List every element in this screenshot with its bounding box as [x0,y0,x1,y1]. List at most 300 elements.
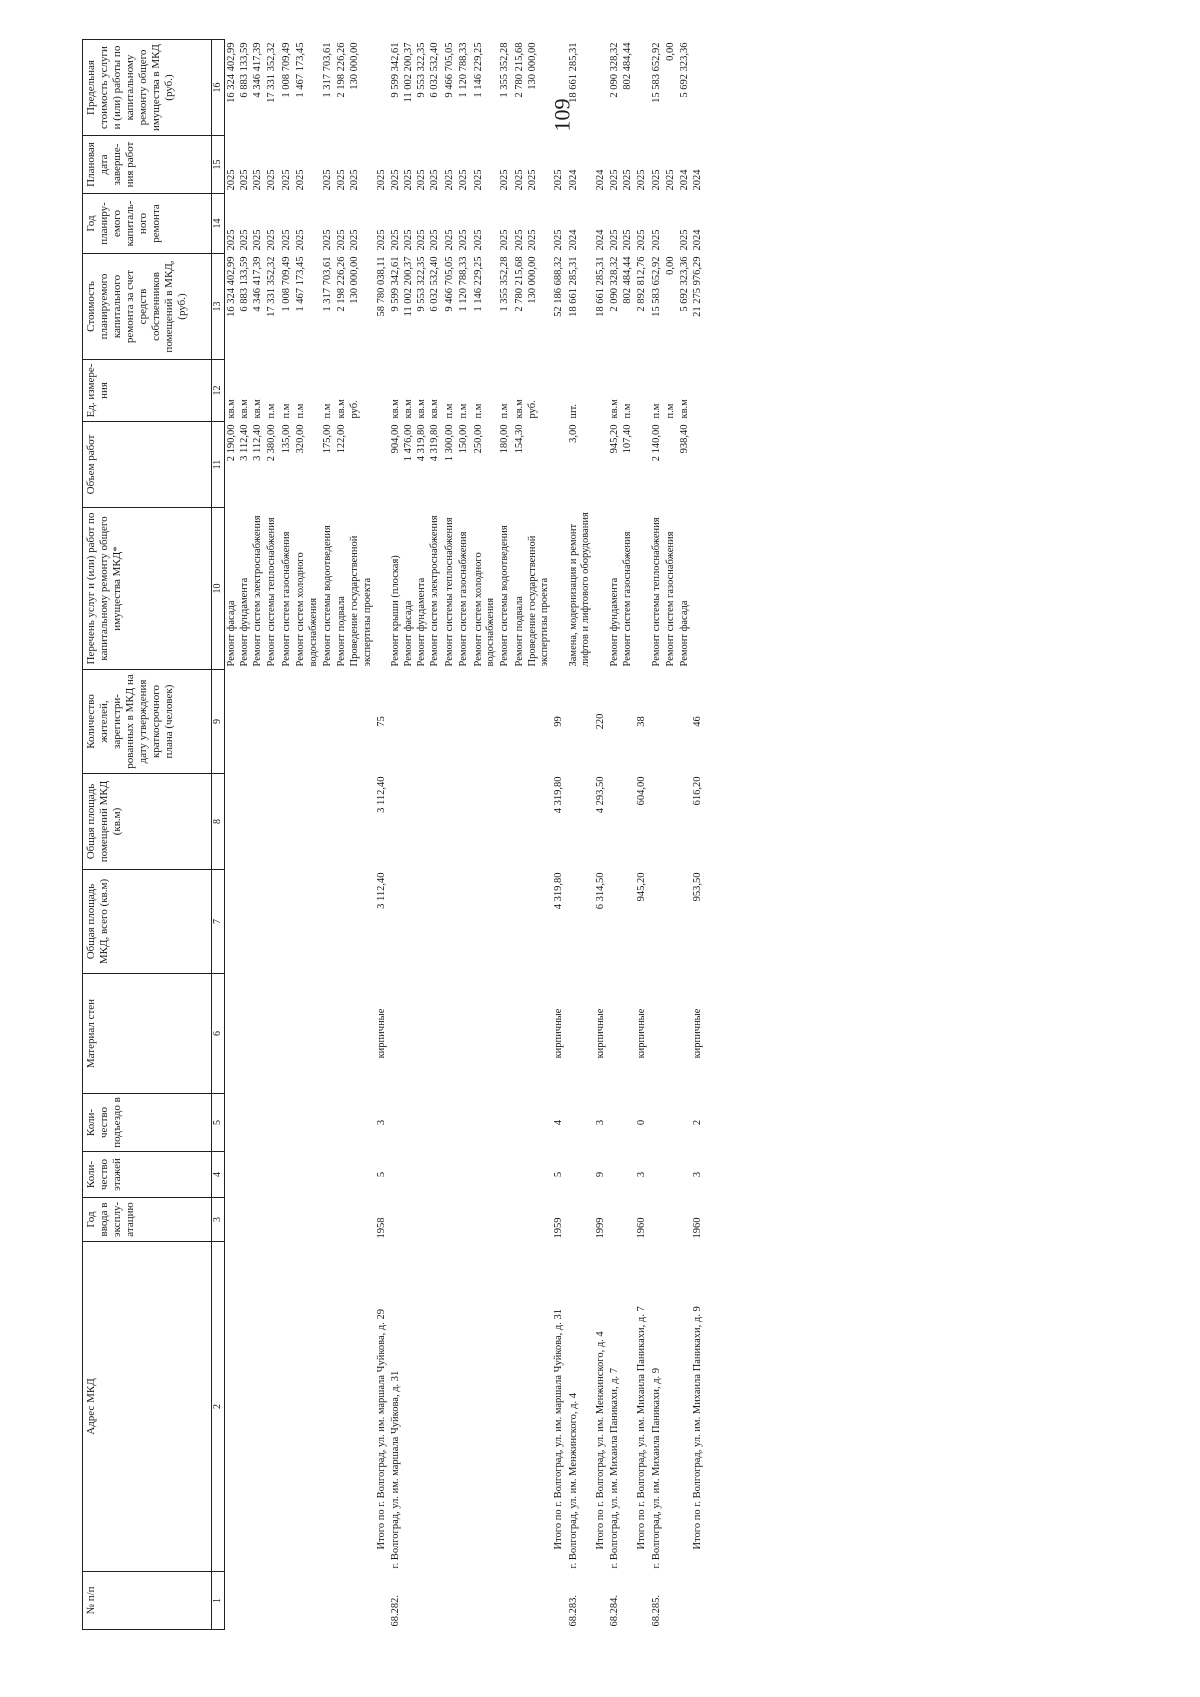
row-number: 68.285. [650,1595,662,1627]
work-cost: 2 780 215,68 [513,256,525,312]
table-row [225,40,239,1630]
column-number: 6 [212,974,225,1094]
total-row [594,40,608,1630]
limit-cost: 1 355 352,28 [499,42,511,98]
work-name: Ремонт систем электроснабжения [429,515,441,667]
table-row [402,40,415,1630]
work-volume: 904,00 [390,424,402,454]
entrances: 3 [594,1119,606,1126]
work-unit: руб. [526,400,538,419]
column-number: 8 [212,774,225,870]
end-year: 2024 [679,169,691,191]
area-total: 3 112,40 [376,872,387,909]
end-year: 2025 [321,169,333,191]
header-cell: Объем работ [83,422,212,508]
work-name: Ремонт фасада [679,600,691,667]
work-cost: 6 883 133,59 [239,256,250,312]
work-cost: 2 198 226,26 [336,256,348,312]
repair-year: 2024 [567,229,579,251]
table-row [472,40,499,1630]
repair-year: 2025 [336,229,348,251]
work-unit: п.м [499,403,511,419]
work-unit: кв.м [239,399,250,419]
limit-cost: 1 467 173,45 [295,42,307,98]
table-row [265,40,279,1630]
limit-cost: 2 780 215,68 [513,42,525,98]
limit-cost: 130 000,00 [349,42,361,90]
repair-year: 2025 [621,229,633,251]
header-cell: Общая площадь МКД, всего (кв.м) [83,870,212,974]
area-total: 953,50 [692,872,704,902]
limit-cost: 5 692 323,36 [679,42,691,98]
limit-cost: 1 120 788,33 [458,42,470,98]
header-row [83,40,212,1630]
table-row [251,40,265,1630]
work-name: Ремонт системы водоотведения [321,525,333,667]
column-number: 5 [212,1094,225,1152]
work-unit: кв.м [390,399,402,419]
header-cell: Коли-чество подъездо в [83,1094,212,1152]
end-year: 2025 [349,169,361,191]
work-name: Ремонт фундамента [416,577,428,667]
header-cell: Плановая дата заверше-ния работ [83,136,212,194]
work-name: Ремонт систем газоснабжения [280,531,292,667]
end-year: 2025 [636,169,648,191]
total-row [635,40,649,1630]
header-cell: Год планиру-емого капиталь-ного ремонта [83,194,212,254]
total-cost: 52 186 688,32 [553,256,565,317]
limit-cost: 9 553 322,35 [416,42,428,98]
area-rooms: 3 112,40 [376,776,387,813]
work-name: Ремонт фундамента [608,577,620,667]
header-cell: Год ввода в эксплу-атацию [83,1198,212,1242]
work-cost: 1 120 788,33 [458,256,470,312]
work-cost: 1 146 229,25 [472,256,484,312]
total-cost: 18 661 285,31 [594,256,606,317]
repair-year: 2025 [252,229,263,251]
floors: 3 [636,1171,648,1178]
total-cost: 2 892 812,76 [636,256,648,312]
work-unit: п.м [472,403,484,419]
limit-cost: 9 599 342,61 [390,42,402,98]
work-cost: 9 553 322,35 [416,256,428,312]
column-number: 4 [212,1152,225,1198]
total-row [691,40,705,1630]
area-rooms: 616,20 [692,776,704,806]
work-name: Ремонт системы теплоснабжения [650,517,662,667]
residents: 46 [692,716,704,727]
house-address: г. Волгоград, ул. им. Михаила Паникахи, д. 7 [608,1367,620,1569]
work-unit: п.м [621,403,633,419]
work-name: Ремонт фасада [403,600,415,667]
end-year: 2025 [650,169,662,191]
total-row [552,40,566,1630]
work-unit: кв.м [226,399,237,419]
end-year: 2025 [266,169,278,191]
end-year: 2025 [665,169,676,191]
floors: 5 [553,1171,565,1178]
year-built: 1960 [692,1217,704,1239]
table-row [526,40,553,1630]
work-cost: 11 002 200,37 [403,256,415,317]
floors: 3 [692,1171,704,1178]
repair-year: 2025 [608,229,620,251]
end-year: 2024 [692,169,704,191]
work-cost: 15 583 652,92 [650,256,662,317]
work-name: Ремонт подвала [513,596,525,667]
residents: 75 [376,716,387,727]
work-cost: 9 466 705,05 [443,256,455,312]
work-unit: п.м [665,403,676,419]
limit-cost: 6 883 133,59 [239,42,250,98]
floors: 5 [376,1171,387,1178]
header-cell: Материал стен [83,974,212,1094]
limit-cost: 6 032 532,40 [429,42,441,98]
work-unit: п.м [266,403,278,419]
work-name: Ремонт крыши (плоская) [390,555,402,667]
work-cost: 17 331 352,32 [266,256,278,317]
work-name: Ремонт систем электроснабжения [252,515,263,667]
end-year: 2025 [472,169,484,191]
header-cell: Общая площадь помещений МКД (кв.м) [83,774,212,870]
area-rooms: 604,00 [636,776,648,806]
work-volume: 320,00 [295,424,307,454]
work-name: Проведение государственной экспертизы проекта [526,535,550,667]
total-row [375,40,389,1630]
wall-material: кирпичные [692,1008,704,1059]
residents: 38 [636,716,648,727]
repair-year: 2025 [443,229,455,251]
work-cost: 802 484,44 [621,256,633,304]
column-number: 1 [212,1572,225,1630]
limit-cost: 11 002 200,37 [403,42,415,103]
table-row [608,40,621,1630]
work-cost: 1 467 173,45 [295,256,307,312]
wall-material: кирпичные [553,1008,565,1059]
year-built: 1999 [594,1217,606,1239]
work-volume: 1 300,00 [443,424,455,462]
year-built: 1959 [553,1217,565,1239]
table-row [321,40,335,1630]
table-row [498,40,512,1630]
work-name: Ремонт систем газоснабжения [458,531,470,667]
work-cost: 130 000,00 [349,256,361,304]
table-row [415,40,428,1630]
work-volume: 2 190,00 [226,424,237,462]
row-number: 68.282. [390,1595,402,1627]
work-name: Ремонт систем холодного водоснабжения [295,552,319,667]
work-volume: 154,30 [513,424,525,454]
total-label: Итого по г. Волгоград, ул. им. Менжинского, д. 4 [594,1331,606,1550]
column-number: 10 [212,508,225,670]
limit-cost: 2 090 328,32 [608,42,620,98]
table-row [567,40,594,1630]
column-number: 14 [212,194,225,254]
work-cost: 16 324 402,99 [226,256,237,317]
table-row [457,40,471,1630]
work-cost: 1 008 709,49 [280,256,292,312]
table-row [443,40,457,1630]
work-name: Ремонт системы водоотведения [499,525,511,667]
work-cost: 9 599 342,61 [390,256,402,312]
repair-year: 2025 [416,229,428,251]
column-number: 2 [212,1242,225,1572]
work-unit: кв.м [429,399,441,419]
end-year: 2025 [621,169,633,191]
work-cost: 18 661 285,31 [567,256,579,317]
wall-material: кирпичные [636,1008,648,1059]
work-volume: 3 112,40 [239,424,250,461]
work-volume: 1 476,00 [403,424,415,462]
repair-year: 2025 [458,229,470,251]
work-volume: 4 319,80 [429,424,441,462]
year-built: 1958 [376,1217,387,1239]
end-year: 2025 [429,169,441,191]
work-unit: кв.м [336,399,348,419]
work-unit: кв.м [608,399,620,419]
work-name: Ремонт фундамента [239,577,250,667]
limit-cost: 16 324 402,99 [226,42,237,103]
end-year: 2025 [280,169,292,191]
column-number: 15 [212,136,225,194]
end-year: 2025 [390,169,402,191]
table-row [238,40,251,1630]
work-unit: п.м [295,403,307,419]
work-name: Ремонт системы теплоснабжения [266,517,278,667]
area-rooms: 4 293,50 [594,776,606,814]
end-year: 2025 [295,169,307,191]
page-number: 109 [549,98,574,132]
work-volume: 250,00 [472,424,484,454]
work-volume: 4 319,80 [416,424,428,462]
column-number: 9 [212,670,225,774]
table-row [678,40,691,1630]
work-volume: 135,00 [280,424,292,454]
total-label: Итого по г. Волгоград, ул. им. Михаила Паникахи, д. 7 [636,1306,648,1550]
year-built: 1960 [636,1217,648,1239]
limit-cost: 18 661 285,31 [567,42,579,103]
work-unit: п.м [650,403,662,419]
work-volume: 938,40 [679,424,691,454]
limit-cost: 4 346 417,39 [252,42,263,98]
work-unit: кв.м [252,399,263,419]
area-rooms: 4 319,80 [553,776,565,814]
table-row [280,40,294,1630]
work-unit: шт. [567,403,579,419]
end-year: 2024 [594,169,606,191]
area-total: 6 314,50 [594,872,606,910]
limit-cost: 1 317 703,61 [321,42,333,98]
column-number: 11 [212,422,225,508]
end-year: 2025 [443,169,455,191]
area-total: 945,20 [636,872,648,902]
work-unit: кв.м [513,399,525,419]
repair-year: 2025 [239,229,250,251]
work-volume: 3 112,40 [252,424,263,461]
column-number: 7 [212,870,225,974]
column-number: 13 [212,254,225,360]
repair-year: 2025 [499,229,511,251]
work-cost: 4 346 417,39 [252,256,263,312]
column-number: 16 [212,40,225,136]
house-address: г. Волгоград, ул. им. Михаила Паникахи, д. 9 [650,1367,662,1569]
end-year: 2025 [336,169,348,191]
work-name: Замена, модернизация и ремонт лифтов и лифтового оборудования [567,512,592,667]
table-row [294,40,321,1630]
work-volume: 945,20 [608,424,620,454]
work-volume: 2 140,00 [650,424,662,462]
repair-year: 2025 [636,229,648,251]
total-cost: 58 780 038,11 [376,256,387,317]
column-number: 3 [212,1198,225,1242]
table-row [335,40,348,1630]
table-row [389,40,402,1630]
header-cell: Перечень услуг и (или) работ по капитальному ремонту общего имущества МКД* [83,508,212,670]
wall-material: кирпичные [594,1008,606,1059]
end-year: 2025 [513,169,525,191]
work-unit: руб. [349,400,361,419]
end-year: 2025 [499,169,511,191]
wall-material: кирпичные [376,1008,387,1059]
limit-cost: 130 000,00 [526,42,538,90]
repair-year: 2025 [650,229,662,251]
repair-year: 2025 [513,229,525,251]
repair-year: 2025 [472,229,484,251]
work-name: Ремонт систем газоснабжения [621,531,633,667]
end-year: 2024 [567,169,579,191]
repair-year: 2025 [295,229,307,251]
work-name: Ремонт фасада [226,600,237,667]
work-cost: 5 692 323,36 [679,256,691,312]
end-year: 2025 [226,169,237,191]
area-total: 4 319,80 [553,872,565,910]
end-year: 2025 [376,169,387,191]
entrances: 3 [376,1119,387,1126]
repair-year: 2025 [390,229,402,251]
end-year: 2025 [252,169,263,191]
work-name: Проведение государственной экспертизы проекта [349,535,373,667]
repair-year: 2025 [679,229,691,251]
end-year: 2025 [416,169,428,191]
limit-cost: 17 331 352,32 [266,42,278,103]
work-cost: 1 317 703,61 [321,256,333,312]
work-volume: 2 380,00 [266,424,278,462]
limit-cost: 0,00 [665,42,676,61]
column-number: 12 [212,360,225,422]
table-row [348,40,375,1630]
work-unit: кв.м [679,399,691,419]
work-volume: 107,40 [621,424,633,454]
work-unit: п.м [443,403,455,419]
work-name: Ремонт подвала [336,596,348,667]
repair-year: 2025 [526,229,538,251]
work-unit: кв.м [416,399,428,419]
table-row [664,40,678,1630]
entrances: 4 [553,1119,565,1126]
entrances: 0 [636,1119,648,1126]
work-cost: 1 355 352,28 [499,256,511,312]
repair-year: 2025 [403,229,415,251]
row-number: 68.284. [608,1595,620,1627]
entrances: 2 [692,1119,704,1126]
work-unit: п.м [280,403,292,419]
total-cost: 21 275 976,29 [692,256,704,317]
repair-year: 2025 [266,229,278,251]
repair-year: 2024 [594,229,606,251]
work-cost: 2 090 328,32 [608,256,620,312]
work-name: Ремонт систем газоснабжения [665,531,676,667]
work-volume: 122,00 [336,424,348,454]
total-label: Итого по г. Волгоград, ул. им. Михаила Паникахи, д. 9 [692,1306,704,1550]
residents: 220 [594,713,606,730]
limit-cost: 15 583 652,92 [650,42,662,103]
end-year: 2025 [458,169,470,191]
work-name: Ремонт системы теплоснабжения [443,517,455,667]
repair-plan-table [82,39,706,1630]
house-address: г. Волгоград, ул. им. Менжинского, д. 4 [567,1393,579,1569]
header-cell: Адрес МКД [83,1242,212,1572]
repair-year: 2025 [226,229,237,251]
repair-year: 2025 [321,229,333,251]
rotated-page-content [82,40,1142,1630]
work-volume: 150,00 [458,424,470,454]
table-row [650,40,664,1630]
floors: 9 [594,1171,606,1178]
limit-cost: 1 008 709,49 [280,42,292,98]
header-cell: Предельная стоимость услуги и (или) работы по капитальному ремонту общего имущества в МКД (руб.) [83,40,212,136]
end-year: 2025 [553,169,565,191]
work-cost: 0,00 [665,256,676,275]
work-unit: п.м [458,403,470,419]
work-volume: 175,00 [321,424,333,454]
limit-cost: 802 484,44 [621,42,633,90]
repair-year: 2025 [376,229,387,251]
work-name: Ремонт систем холодного водоснабжения [472,552,496,667]
repair-year: 2024 [692,229,704,251]
repair-year: 2025 [280,229,292,251]
header-cell: № п/п [83,1572,212,1630]
total-label: Итого по г. Волгоград, ул. им. маршала Чуйкова, д. 29 [376,1308,387,1550]
repair-year: 2025 [429,229,441,251]
work-cost: 6 032 532,40 [429,256,441,312]
work-unit: кв.м [403,399,415,419]
total-label: Итого по г. Волгоград, ул. им. маршала Чуйкова, д. 31 [553,1308,565,1550]
work-unit: п.м [321,403,333,419]
header-cell: Ед. измере-ния [83,360,212,422]
work-volume: 180,00 [499,424,511,454]
header-cell: Стоимость планируемого капитального ремонта за счет средств собственников помещений в МКД, (руб.) [83,254,212,360]
table-row [513,40,526,1630]
end-year: 2025 [403,169,415,191]
repair-year: 2025 [349,229,361,251]
column-number-row [212,40,225,1630]
limit-cost: 2 198 226,26 [336,42,348,98]
work-cost: 130 000,00 [526,256,538,304]
work-volume: 3,00 [567,424,579,443]
limit-cost: 9 466 705,05 [443,42,455,98]
repair-year: 2025 [553,229,565,251]
table-row [428,40,442,1630]
row-number: 68.283. [567,1595,579,1627]
residents: 99 [553,716,565,727]
end-year: 2025 [239,169,250,191]
limit-cost: 1 146 229,25 [472,42,484,98]
house-address: г. Волгоград, ул. им. маршала Чуйкова, д. 31 [390,1370,402,1569]
end-year: 2025 [526,169,538,191]
header-cell: Количество жителей, зарегистри-рованных в МКД на дату утверждения краткосрочного плана (человек) [83,670,212,774]
table-row [621,40,635,1630]
end-year: 2025 [608,169,620,191]
